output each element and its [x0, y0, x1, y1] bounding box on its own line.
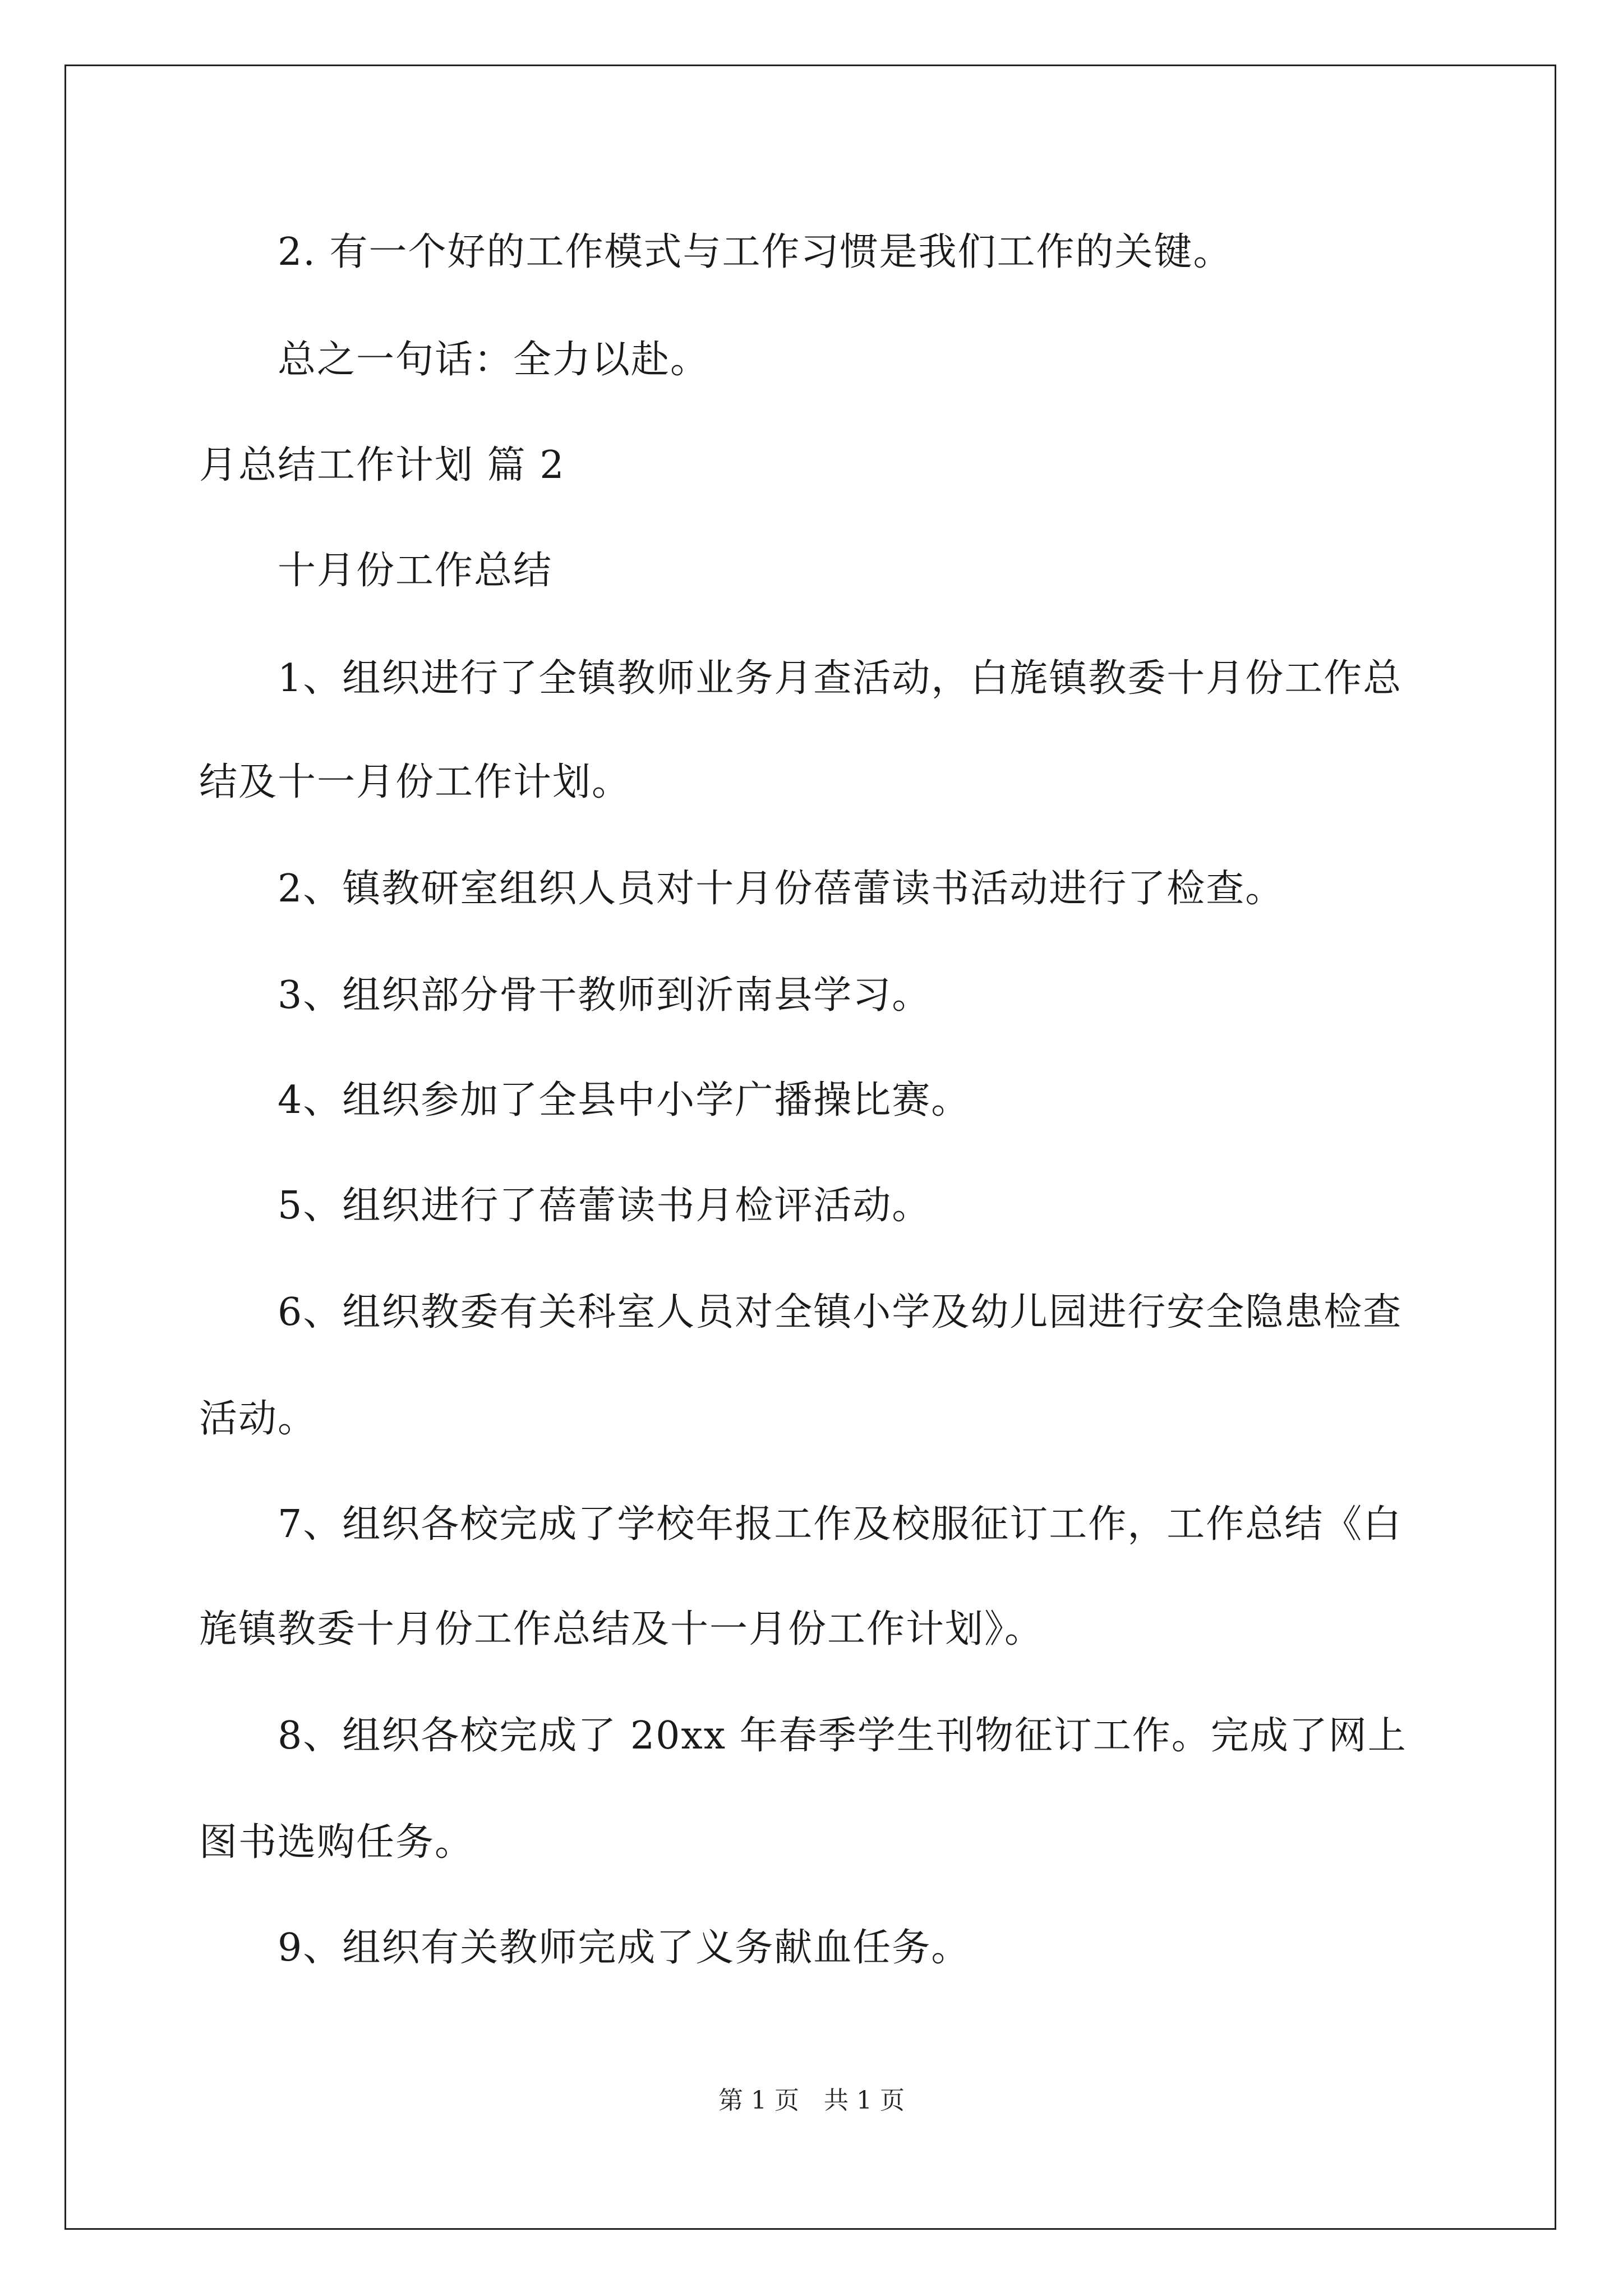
paragraph-line: 9、组织有关教师完成了义务献血任务。: [278, 1926, 971, 1970]
paragraph-line: 活动。: [199, 1397, 317, 1441]
paragraph-line: 图书选购任务。: [199, 1820, 474, 1865]
paragraph-line: 4、组织参加了全县中小学广播操比赛。: [278, 1078, 971, 1122]
paragraph-line: 2、镇教研室组织人员对十月份蓓蕾读书活动进行了检查。: [278, 867, 1285, 911]
paragraph-line: 2. 有一个好的工作模式与工作习惯是我们工作的关键。: [278, 230, 1233, 274]
page-border: [64, 65, 1556, 2230]
paragraph-line: 结及十一月份工作计划。: [199, 760, 631, 804]
paragraph-line: 总之一句话：全力以赴。: [278, 338, 710, 382]
paragraph-line: 十月份工作总结: [278, 549, 553, 593]
paragraph-line: 旄镇教委十月份工作总结及十一月份工作计划》。: [199, 1607, 1044, 1651]
page-number-footer: 第 1 页 共 1 页: [718, 2086, 905, 2115]
paragraph-line: 7、组织各校完成了学校年报工作及校服征订工作，工作总结《白: [278, 1502, 1403, 1547]
paragraph-line: 8、组织各校完成了 20xx 年春季学生刊物征订工作。完成了网上: [278, 1714, 1407, 1758]
paragraph-line: 6、组织教委有关科室人员对全镇小学及幼儿园进行安全隐患检查: [278, 1290, 1403, 1335]
paragraph-line: 3、组织部分骨干教师到沂南县学习。: [278, 973, 932, 1018]
paragraph-line: 5、组织进行了蓓蕾读书月检评活动。: [278, 1184, 932, 1228]
paragraph-line: 1、组织进行了全镇教师业务月查活动，白旄镇教委十月份工作总: [278, 656, 1403, 701]
section-heading: 月总结工作计划 篇 2: [199, 443, 565, 487]
